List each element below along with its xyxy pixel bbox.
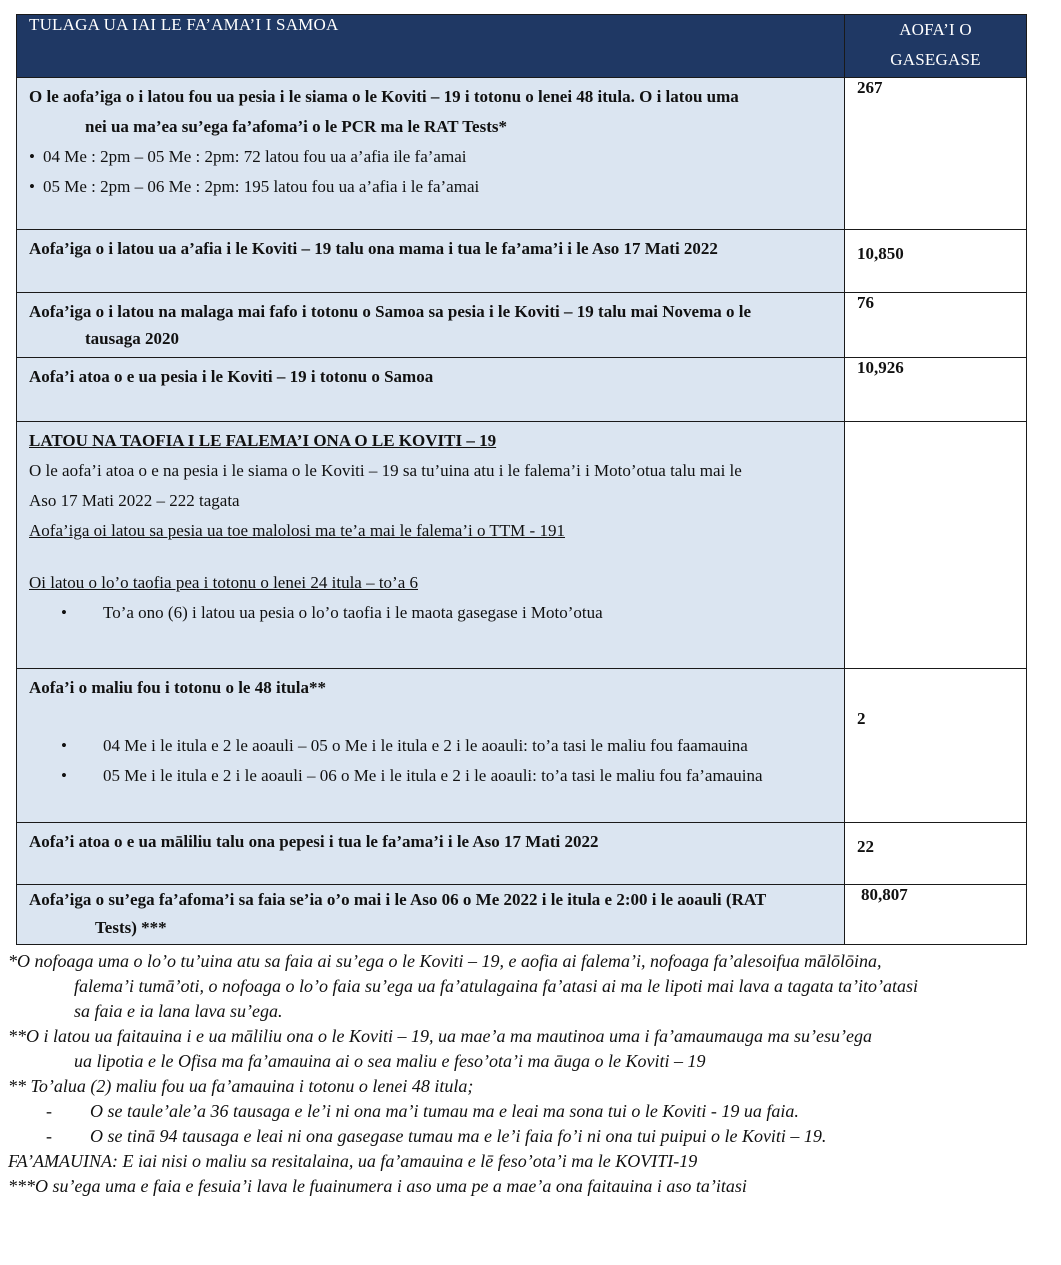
bullet-icon: • — [61, 603, 67, 622]
row-text: Aofa’iga o i latou ua a’afia i le Koviti – 19 talu ona mama i tua le fa’ama’i i le Aso 17 Mati 2022 — [29, 239, 718, 258]
footnote-text: FA’AMAUINA: E iai nisi o maliu sa resitalaina, ua fa’amauina e lē feso’ota’i ma le KOVITI-19 — [8, 1151, 698, 1171]
header-value-line2: GASEGASE — [890, 50, 981, 69]
row-value: 2 — [845, 669, 1027, 823]
table-row — [17, 669, 1027, 823]
footnote-text: **O i latou ua faitauina i e ua māliliu ona o le Koviti – 19, ua mae’a ma mautinoa uma i fa’amaumauga ma su’esu’ega — [8, 1026, 872, 1046]
table-header-row — [17, 15, 1027, 78]
covid-status-table — [16, 14, 1027, 945]
table-row — [17, 823, 1027, 885]
row-value — [845, 422, 1027, 669]
row-value: 22 — [845, 823, 1027, 885]
section-heading: LATOU NA TAOFIA I LE FALEMA’I ONA O LE KOVITI – 19 — [29, 431, 497, 450]
row-description — [17, 78, 845, 230]
row-text: Aofa’i o maliu fou i totonu o le 48 itula** — [29, 678, 327, 697]
row-value: 267 — [845, 78, 1027, 230]
row-value: 10,850 — [845, 230, 1027, 293]
header-value-column — [845, 15, 1027, 78]
row-text: Tests) *** — [95, 918, 167, 937]
bullet-icon: • — [61, 736, 67, 755]
list-item — [29, 172, 832, 202]
table-row — [17, 358, 1027, 422]
row-text: Aofa’i atoa o e ua māliliu talu ona pepesi i tua le fa’ama’i i le Aso 17 Mati 2022 — [29, 832, 599, 851]
dash-marker: - — [46, 1126, 52, 1146]
footnote-text: O se tinā 94 tausaga e leai ni ona gasegase tumau ma e le’i faia fo’i ni ona tui puipui o le Koviti – 19. — [90, 1126, 827, 1146]
footnote-text: sa faia e ia lana lava su’ega. — [74, 1001, 283, 1021]
spacer — [29, 546, 832, 568]
footnote-dash-item — [8, 1099, 1034, 1124]
bullet-icon: • — [61, 766, 67, 785]
table-row — [17, 230, 1027, 293]
dash-marker: - — [46, 1101, 52, 1121]
row-text: Aofa’iga o i latou na malaga mai fafo i totonu o Samoa sa pesia i le Koviti – 19 talu mai Novema o le — [29, 302, 752, 321]
spacer — [29, 703, 832, 731]
table-row — [17, 422, 1027, 669]
row-description — [17, 823, 845, 885]
row-text: O le aofa’iga o i latou fou ua pesia i le siama o le Koviti – 19 i totonu o lenei 48 itula. O i latou uma — [29, 87, 739, 106]
row-value: 80,807 — [845, 885, 1027, 945]
footnote-text: falema’i tumā’oti, o nofoaga o lo’o faia su’ega ua fa’atulagaina fa’atasi ai ma le lipoti mai lava a tagata ta’ito’atasi — [74, 976, 918, 996]
bullet-icon: • — [29, 147, 35, 166]
footnote-text: ** To’alua (2) maliu fou ua fa’amauina i totonu o lenei 48 itula; — [8, 1076, 474, 1096]
row-text: tausaga 2020 — [85, 329, 179, 348]
footnote-text: O se taule’ale’a 36 tausaga e le’i ni ona ma’i tumau ma e leai ma sona tui o le Koviti - 19 ua faia. — [90, 1101, 799, 1121]
row-text: O le aofa’i atoa o e na pesia i le siama o le Koviti – 19 sa tu’uina atu i le falema’i i Moto’otua talu mai le — [29, 461, 742, 480]
list-item — [29, 142, 832, 172]
bullet-icon: • — [29, 177, 35, 196]
list-item-text: 04 Me i le itula e 2 le aoauli – 05 o Me i le itula e 2 i le aoauli: to’a tasi le maliu fou faamauina — [103, 736, 748, 755]
list-item-text: To’a ono (6) i latou ua pesia o lo’o taofia i le maota gasegase i Moto’otua — [103, 603, 603, 622]
row-text: Aso 17 Mati 2022 – 222 tagata — [29, 491, 240, 510]
footnote-text: *O nofoaga uma o lo’o tu’uina atu sa faia ai su’ega o le Koviti – 19, e aofia ai falema’i, nofoaga fa’alesoifua mālōlōina, — [8, 951, 882, 971]
footnotes — [4, 949, 1034, 1199]
row-description — [17, 422, 845, 669]
list-item-text: 05 Me : 2pm – 06 Me : 2pm: 195 latou fou ua a’afia i le fa’amai — [43, 177, 480, 196]
header-value-line1: AOFA’I O — [899, 20, 972, 39]
row-description — [17, 358, 845, 422]
footnote-dash-item — [8, 1124, 1034, 1149]
row-value: 76 — [845, 293, 1027, 358]
footnote-text: ***O su’ega uma e faia e fesuia’i lava le fuainumera i aso uma pe a mae’a ona faitauina i aso ta’itasi — [8, 1176, 747, 1196]
table-row — [17, 293, 1027, 358]
row-description — [17, 230, 845, 293]
list-item-text: 04 Me : 2pm – 05 Me : 2pm: 72 latou fou ua a’afia ile fa’amai — [43, 147, 467, 166]
table-row — [17, 885, 1027, 945]
table-row — [17, 78, 1027, 230]
list-item — [29, 761, 832, 791]
row-description — [17, 885, 845, 945]
list-item-text: 05 Me i le itula e 2 i le aoauli – 06 o Me i le itula e 2 i le aoauli: to’a tasi le maliu fou fa’amauina — [103, 766, 763, 785]
list-item — [29, 598, 832, 628]
row-text: Oi latou o lo’o taofia pea i totonu o lenei 24 itula – to’a 6 — [29, 573, 419, 592]
report-sheet — [8, 14, 1026, 1199]
header-title: TULAGA UA IAI LE FA’AMA’I I SAMOA — [17, 15, 845, 78]
footnote-text: ua lipotia e le Ofisa ma fa’amauina ai o sea maliu e feso’ota’i ma āuga o le Koviti – 19 — [74, 1051, 706, 1071]
list-item — [29, 731, 832, 761]
row-text: Aofa’iga o su’ega fa’afoma’i sa faia se’ia o’o mai i le Aso 06 o Me 2022 i le itula e 2:00 i le aoauli (RAT — [29, 890, 767, 909]
row-text: nei ua ma’ea su’ega fa’afoma’i o le PCR ma le RAT Tests* — [85, 117, 507, 136]
row-description — [17, 669, 845, 823]
row-text: Aofa’i atoa o e ua pesia i le Koviti – 19 i totonu o Samoa — [29, 367, 434, 386]
row-text: Aofa’iga oi latou sa pesia ua toe malolosi ma te’a mai le falema’i o TTM - 191 — [29, 521, 565, 540]
row-value: 10,926 — [845, 358, 1027, 422]
row-description — [17, 293, 845, 358]
